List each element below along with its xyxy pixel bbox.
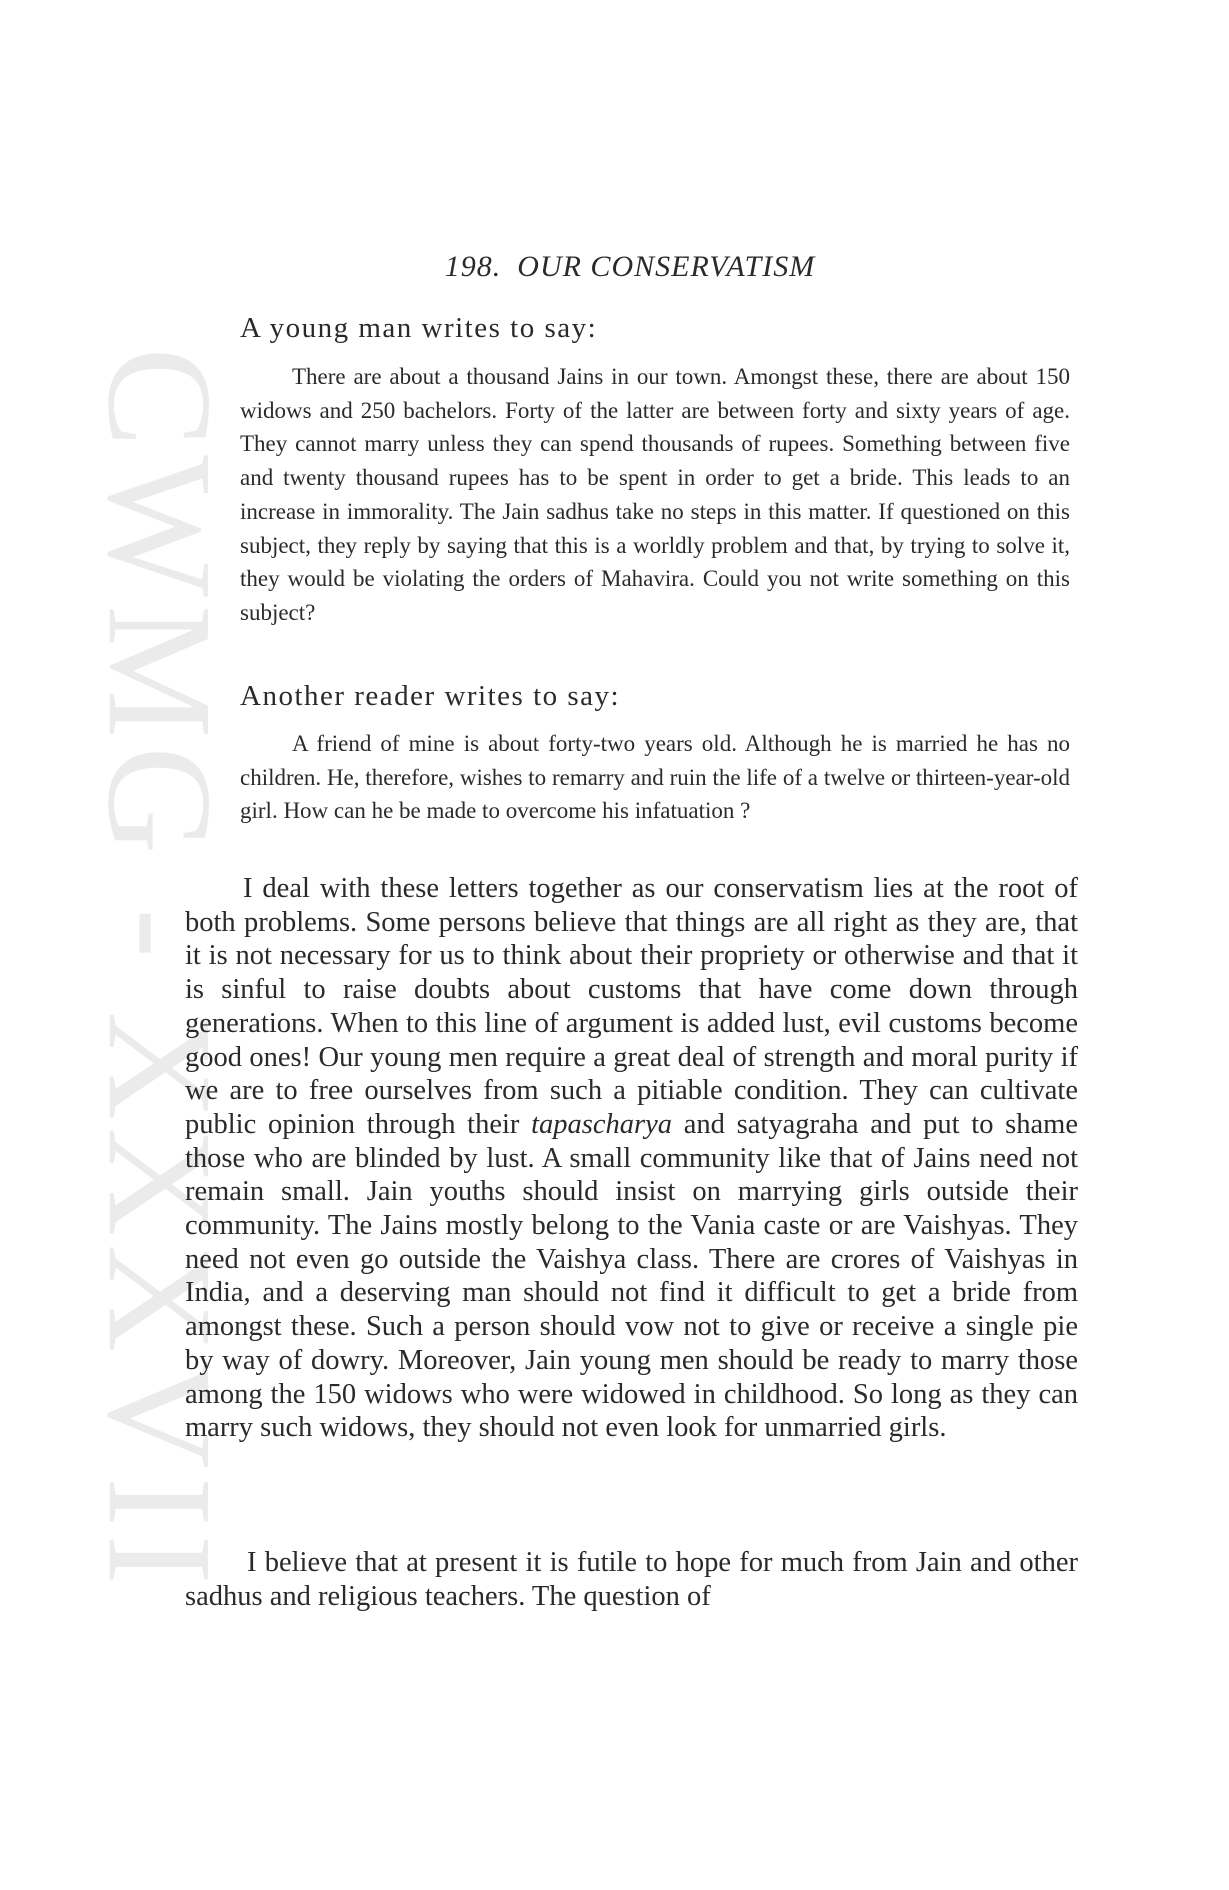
body-paragraph-1-part-1: I deal with these letters together as our conservatism lies at the root of both problems. Some persons believe that things are all right as they are, that it is not necessary for us to think about their propriety or otherwise and that it is sinful to raise doubts about customs that have come down through generations. When to this line of argument is added lust, evil customs become good ones! Our young men require a great deal of strength and moral purity if we are to free ourselves from such a pitiable condition. They can cultivate public opinion through their — [185, 873, 1078, 1140]
letter-intro-2: Another reader writes to say: — [240, 680, 621, 712]
body-paragraph-1 — [185, 872, 1078, 1445]
letter-quote-2: A friend of mine is about forty-two years old. Although he is married he has no children. He, therefore, wishes to remarry and ruin the life of a twelve or thirteen-year-old girl. How can he be made to overcome his infatuation ? — [240, 731, 1070, 824]
letter-intro-1: A young man writes to say: — [240, 312, 598, 344]
italic-term: tapascharya — [531, 1108, 673, 1140]
article-heading — [185, 250, 1075, 284]
body-paragraph-1-part-2: and satyagraha and put to shame those who are blinded by lust. A small community like that of Jains need not remain small. Jain youths should insist on marrying girls outside their community. The Jains mostly belong to the Vania caste or are Vaishyas. They need not even go outside the Vaishya class. There are crores of Vaishyas in India, and a deserving man should not find it difficult to get a bride from amongst these. Such a person should vow not to give or receive a single pie by way of dowry. Moreover, Jain young men should be ready to marry those among the 150 widows who were widowed in childhood. So long as they can marry such widows, they should not even look for unmarried girls. — [185, 1108, 1078, 1444]
watermark-text: CWMG - XXXVII — [77, 347, 244, 1593]
letter-quote-1: There are about a thousand Jains in our town. Amongst these, there are about 150 widows and 250 bachelors. Forty of the latter are between forty and sixty years of age. They cannot marry unless they can spend thousands of rupees. Something between five and twenty thousand rupees has to be spent in order to get a bride. This leads to an increase in immorality. The Jain sadhus take no steps in this matter. If questioned on this subject, they reply by saying that this is a worldly problem and that, by trying to solve it, they would be violating the orders of Mahavira. Could you not write something on this subject? — [240, 364, 1070, 625]
article-number: 198. — [444, 250, 502, 283]
article-title: OUR CONSERVATISM — [517, 250, 816, 283]
body-paragraph-2: I believe that at present it is futile to hope for much from Jain and other sadhus and religious teachers. The question of — [185, 1547, 1078, 1612]
